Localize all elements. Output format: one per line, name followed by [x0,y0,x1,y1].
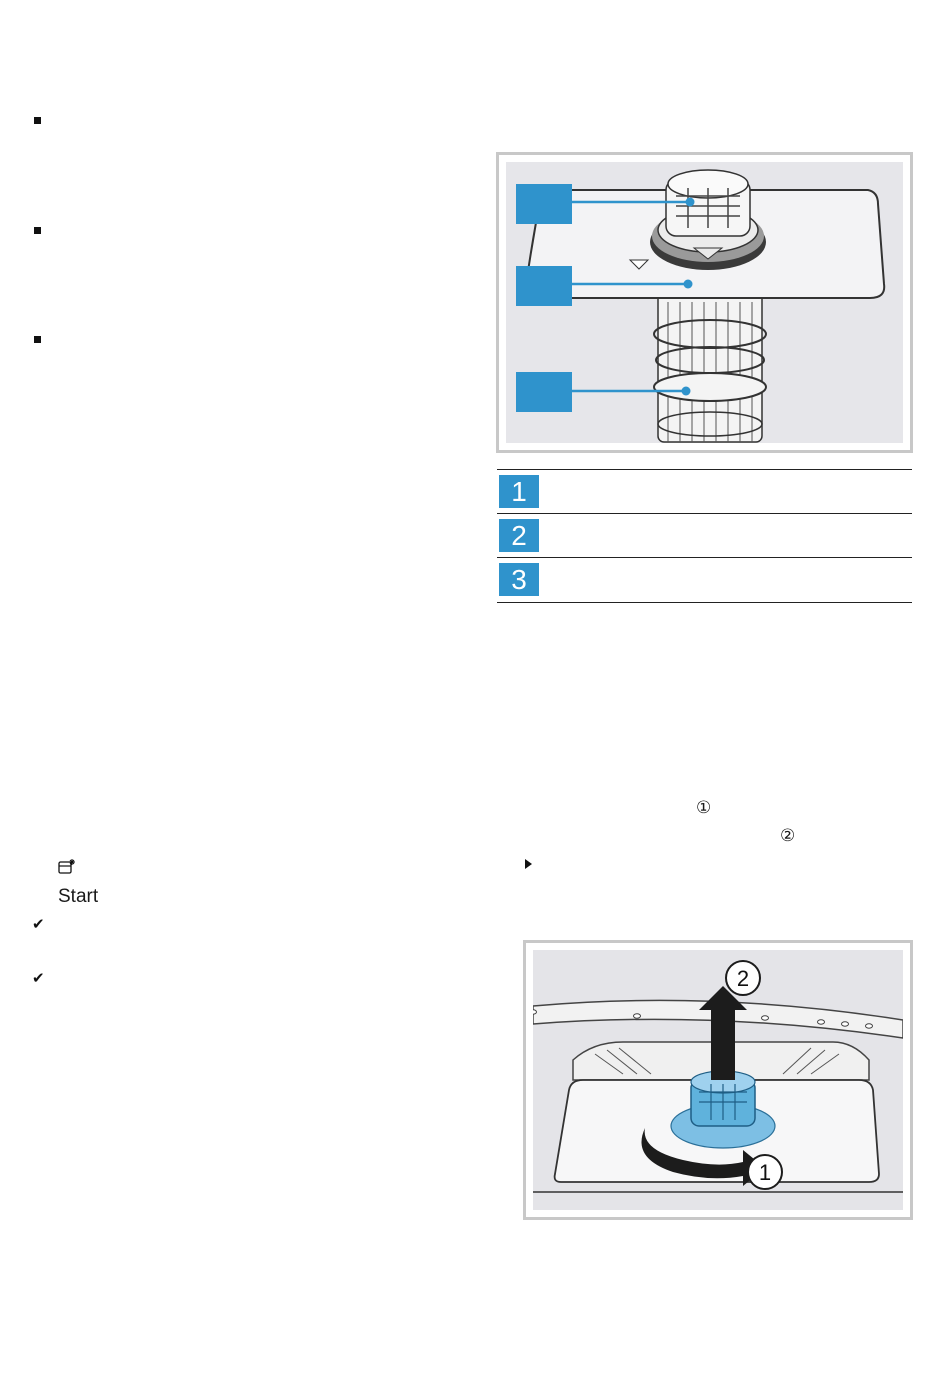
legend-row-1 [497,469,912,514]
legend-number-badge: 1 [499,475,539,508]
photo-label-2: 2 [736,966,750,991]
program-option-icon [58,858,76,875]
photo-marker-2 [726,961,760,995]
step-marker-2: ② [780,826,796,846]
filter-system-illustration [506,162,903,443]
bullet-square-icon [34,227,41,234]
photo-label-1: 1 [758,1160,772,1185]
bullet-square-icon [34,117,41,124]
bullet-square-icon [34,336,41,343]
photo-marker-1 [748,1155,782,1189]
legend-row-2 [497,513,912,558]
start-button-label: Start [58,886,99,907]
step-marker-1: ① [696,798,712,818]
filter-removal-figure [523,940,913,1220]
filter-removal-illustration [533,950,903,1210]
legend-row-3 [497,557,912,602]
legend-number-badge: 2 [499,519,539,552]
micro-filter-cylinder [654,292,766,442]
checkmark-icon: ✔ [32,969,45,987]
checkmark-icon: ✔ [32,915,45,933]
filter-system-figure [496,152,913,453]
coarse-filter-cap [650,170,766,270]
legend-number-badge: 3 [499,563,539,596]
play-triangle-icon [525,859,532,869]
legend-bottom-rule [497,602,912,603]
